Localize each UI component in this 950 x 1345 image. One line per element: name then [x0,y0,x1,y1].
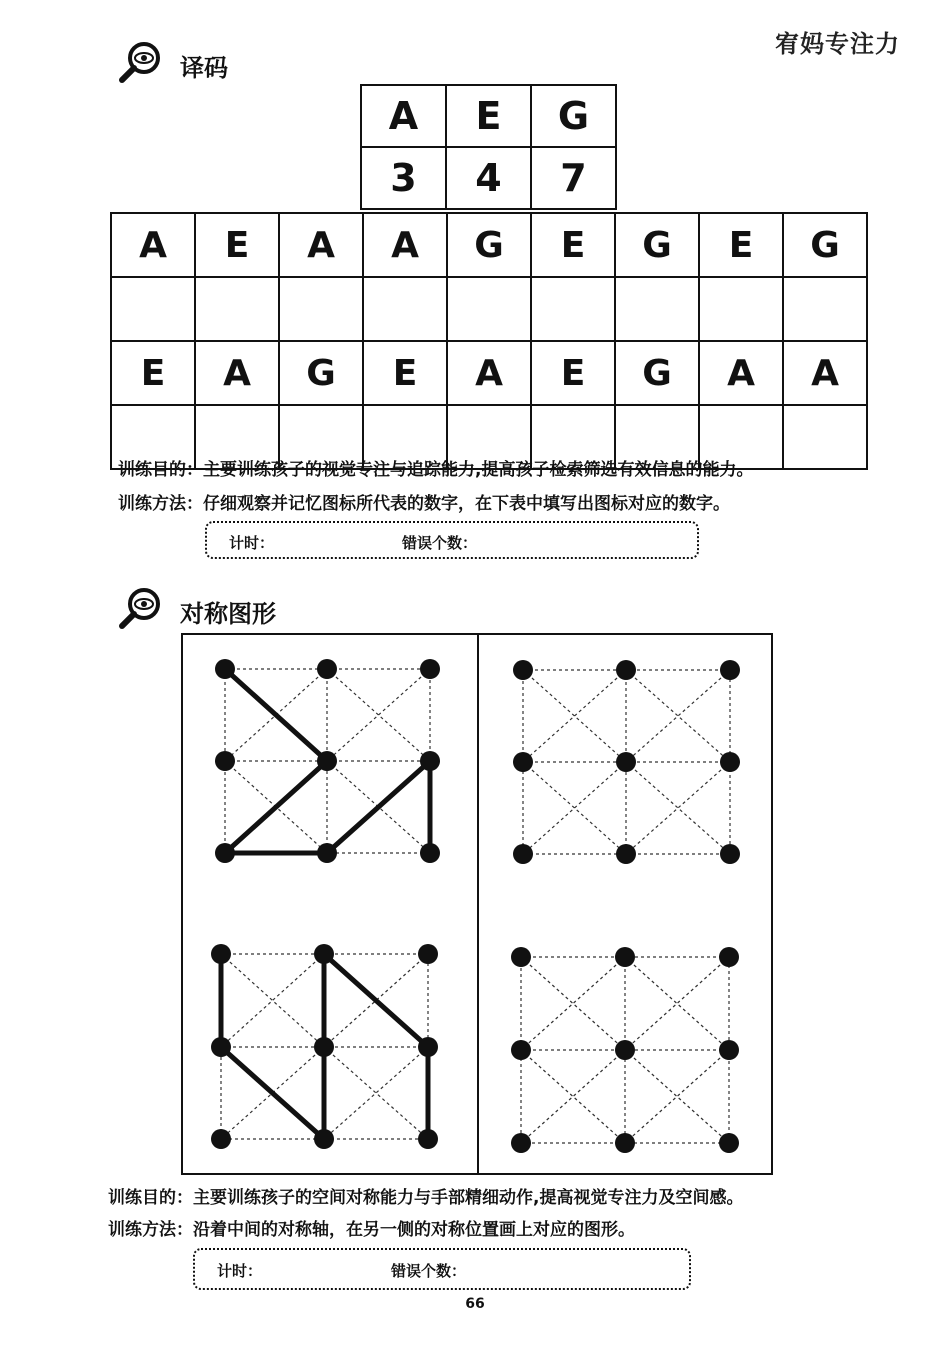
magnifier-eye-icon [118,40,162,84]
key-letter: G [531,85,616,147]
timer-box [193,1248,691,1290]
grid-answer-row-1 [111,277,867,341]
answer-cell[interactable] [363,277,447,341]
decode-grid-table [110,212,868,470]
answer-cell[interactable] [447,277,531,341]
grid-letter: E [699,213,783,277]
grid-letter: A [111,213,195,277]
grid-letter: A [279,213,363,277]
training-method: 训练方法：仔细观察并记忆图标所代表的数字，在下表中填写出图标对应的数字。 [118,494,730,514]
page-number: 66 [465,1296,485,1312]
key-letter-row [361,85,616,147]
answer-cell[interactable] [615,277,699,341]
grid-letter: E [111,341,195,405]
key-number: 4 [446,147,531,209]
magnifier-eye-icon [118,586,162,630]
answer-cell[interactable] [699,277,783,341]
grid-letter: A [447,341,531,405]
key-number: 3 [361,147,446,209]
section-title-symmetry: 对称图形 [180,600,276,628]
errors-label: 错误个数： [402,534,478,552]
key-letter: E [446,85,531,147]
key-number-row [361,147,616,209]
dot-grid-blank-1[interactable] [508,653,744,871]
grid-letter: A [699,341,783,405]
answer-cell[interactable] [531,277,615,341]
grid-letter: E [363,341,447,405]
answer-cell[interactable] [279,277,363,341]
grid-letter: G [447,213,531,277]
symmetry-axis [477,635,479,1173]
grid-letter: A [783,341,867,405]
grid-letter: E [195,213,279,277]
grid-letter: G [279,341,363,405]
grid-letter: A [195,341,279,405]
training-method: 训练方法：沿着中间的对称轴，在另一侧的对称位置画上对应的图形。 [108,1220,635,1240]
errors-label: 错误个数： [391,1262,467,1280]
training-purpose: 训练目的：主要训练孩子的空间对称能力与手部精细动作,提高视觉专注力及空间感。 [108,1188,744,1208]
grid-letter-row-2 [111,341,867,405]
answer-cell[interactable] [111,277,195,341]
grid-letter: A [363,213,447,277]
grid-letter-row-1 [111,213,867,277]
grid-letter: G [615,213,699,277]
answer-cell[interactable] [783,277,867,341]
timer-box [205,521,699,559]
grid-letter: G [783,213,867,277]
dot-grid-given-2 [206,937,442,1155]
training-purpose: 训练目的：主要训练孩子的视觉专注与追踪能力,提高孩子检索筛选有效信息的能力。 [118,460,754,480]
answer-cell[interactable] [783,405,867,469]
timer-label: 计时： [229,534,275,552]
grid-letter: E [531,213,615,277]
dot-grid-blank-2[interactable] [506,940,742,1158]
brand-title: 宥妈专注力 [775,30,900,58]
section-title-decode: 译码 [180,54,228,82]
grid-letter: E [531,341,615,405]
grid-letter: G [615,341,699,405]
key-letter: A [361,85,446,147]
dot-grid-given-1 [210,652,446,870]
answer-cell[interactable] [195,277,279,341]
key-number: 7 [531,147,616,209]
timer-label: 计时： [217,1262,263,1280]
decode-key-table [360,84,617,210]
